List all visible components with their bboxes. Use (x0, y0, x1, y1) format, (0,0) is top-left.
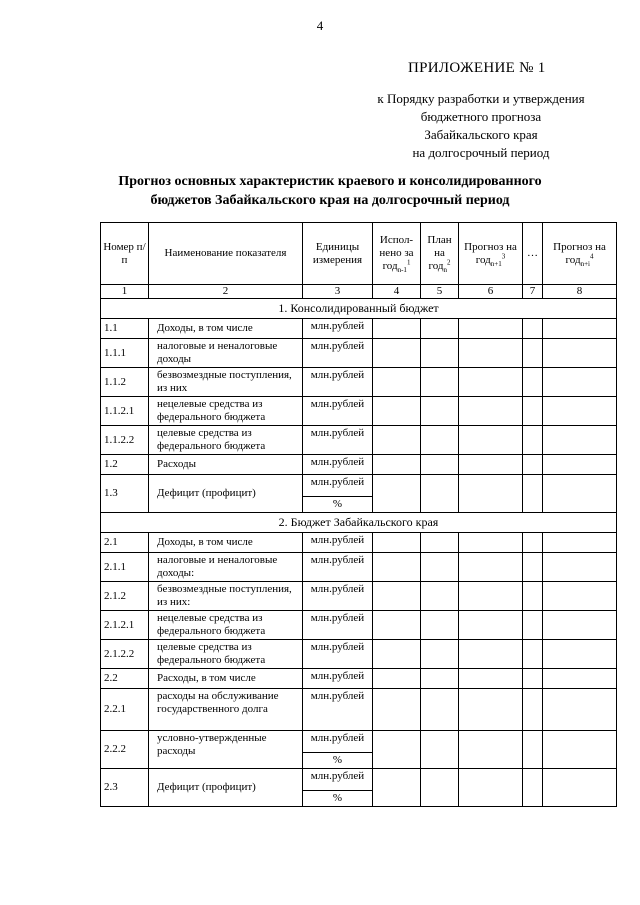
row-unit: млн.рублей (303, 397, 373, 426)
table-row (101, 368, 617, 397)
header-forecast-next (459, 223, 523, 285)
value-cell (373, 533, 421, 553)
value-cell (373, 731, 421, 769)
value-cell (459, 611, 523, 640)
table-row (101, 397, 617, 426)
row-indicator-name: Дефицит (профицит) (149, 769, 303, 807)
row-number: 2.2.2 (101, 731, 149, 769)
value-cell (421, 455, 459, 475)
table-row (101, 640, 617, 669)
value-cell (543, 475, 617, 513)
value-cell (523, 339, 543, 368)
column-number: 5 (421, 285, 459, 299)
table-row (101, 769, 617, 791)
column-number: 2 (149, 285, 303, 299)
header-ellipsis: … (523, 223, 543, 285)
row-number: 2.2.1 (101, 689, 149, 731)
row-indicator-name: Расходы (149, 455, 303, 475)
header-forecast-next-sup: 3 (501, 251, 506, 260)
header-executed (373, 223, 421, 285)
row-indicator-name: условно-утвержденные расходы (149, 731, 303, 769)
row-unit: млн.рублей (303, 669, 373, 689)
value-cell (373, 455, 421, 475)
value-cell (459, 368, 523, 397)
value-cell (523, 731, 543, 769)
row-number: 2.2 (101, 669, 149, 689)
value-cell (421, 339, 459, 368)
value-cell (543, 611, 617, 640)
header-row (101, 223, 617, 285)
header-forecast-next-sub: n+1 (490, 259, 502, 268)
value-cell (543, 553, 617, 582)
value-cell (543, 455, 617, 475)
value-cell (459, 769, 523, 807)
table-row (101, 533, 617, 553)
value-cell (543, 731, 617, 769)
row-unit: млн.рублей (303, 731, 373, 753)
value-cell (543, 582, 617, 611)
row-number: 1.2 (101, 455, 149, 475)
value-cell (421, 533, 459, 553)
row-unit: млн.рублей (303, 689, 373, 731)
column-number: 7 (523, 285, 543, 299)
value-cell (373, 426, 421, 455)
column-number: 6 (459, 285, 523, 299)
row-number: 1.1 (101, 319, 149, 339)
row-unit: млн.рублей (303, 455, 373, 475)
value-cell (373, 319, 421, 339)
row-unit-percent: % (303, 497, 373, 513)
order-reference (348, 90, 614, 162)
value-cell (421, 731, 459, 769)
header-forecast-i-sup: 4 (589, 251, 594, 260)
row-unit: млн.рублей (303, 582, 373, 611)
value-cell (459, 397, 523, 426)
order-line: бюджетного прогноза (420, 109, 542, 124)
value-cell (373, 669, 421, 689)
row-indicator-name: безвозмездные поступления, из них: (149, 582, 303, 611)
section-row (101, 299, 617, 319)
value-cell (543, 689, 617, 731)
value-cell (373, 368, 421, 397)
row-unit: млн.рублей (303, 475, 373, 497)
row-indicator-name: Доходы, в том числе (149, 319, 303, 339)
row-number: 1.1.2 (101, 368, 149, 397)
value-cell (459, 533, 523, 553)
row-number: 2.1.2.2 (101, 640, 149, 669)
value-cell (373, 339, 421, 368)
table-row (101, 731, 617, 753)
value-cell (543, 533, 617, 553)
section-title: 2. Бюджет Забайкальского края (101, 513, 617, 533)
document-title-line: бюджетов Забайкальского края на долгосрочный период (150, 193, 510, 208)
value-cell (421, 769, 459, 807)
value-cell (543, 669, 617, 689)
value-cell (421, 582, 459, 611)
value-cell (543, 640, 617, 669)
value-cell (373, 553, 421, 582)
value-cell (421, 553, 459, 582)
value-cell (421, 368, 459, 397)
order-line: Забайкальского края (424, 127, 538, 142)
row-indicator-name: налоговые и неналоговые доходы (149, 339, 303, 368)
value-cell (459, 689, 523, 731)
section-title: 1. Консолидированный бюджет (101, 299, 617, 319)
row-indicator-name: налоговые и неналоговые доходы: (149, 553, 303, 582)
header-executed-sup: 1 (406, 258, 411, 267)
row-indicator-name: Расходы, в том числе (149, 669, 303, 689)
header-plan (421, 223, 459, 285)
value-cell (373, 611, 421, 640)
value-cell (421, 611, 459, 640)
header-executed-sub: n-1 (397, 266, 407, 275)
value-cell (523, 640, 543, 669)
row-indicator-name: целевые средства из федерального бюджета (149, 426, 303, 455)
column-number: 3 (303, 285, 373, 299)
row-unit: млн.рублей (303, 426, 373, 455)
value-cell (543, 368, 617, 397)
header-forecast-i-label: Прогноз на год (553, 240, 606, 266)
table-row (101, 553, 617, 582)
value-cell (421, 669, 459, 689)
value-cell (459, 553, 523, 582)
row-number: 2.1.2 (101, 582, 149, 611)
row-unit: млн.рублей (303, 319, 373, 339)
column-number: 4 (373, 285, 421, 299)
value-cell (373, 475, 421, 513)
value-cell (523, 611, 543, 640)
value-cell (459, 582, 523, 611)
header-executed-label: Испол-нено за год (379, 234, 414, 272)
value-cell (421, 319, 459, 339)
value-cell (459, 669, 523, 689)
header-forecast-i (543, 223, 617, 285)
value-cell (421, 397, 459, 426)
value-cell (523, 689, 543, 731)
value-cell (421, 640, 459, 669)
value-cell (373, 582, 421, 611)
row-unit: млн.рублей (303, 533, 373, 553)
row-indicator-name: расходы на обслуживание государственного долга (149, 689, 303, 731)
table-row (101, 582, 617, 611)
header-name: Наименование показателя (149, 223, 303, 285)
value-cell (421, 475, 459, 513)
header-plan-sup: 2 (447, 258, 451, 267)
value-cell (523, 319, 543, 339)
value-cell (523, 669, 543, 689)
table-row (101, 319, 617, 339)
column-number: 8 (543, 285, 617, 299)
table-row (101, 339, 617, 368)
row-indicator-name: Дефицит (профицит) (149, 475, 303, 513)
value-cell (459, 319, 523, 339)
row-unit-percent: % (303, 753, 373, 769)
row-number: 2.1.2.1 (101, 611, 149, 640)
table-row (101, 611, 617, 640)
value-cell (373, 689, 421, 731)
document-title-line: Прогноз основных характеристик краевого и консолидированного (118, 174, 542, 189)
row-number: 2.3 (101, 769, 149, 807)
row-unit: млн.рублей (303, 611, 373, 640)
row-unit: млн.рублей (303, 640, 373, 669)
value-cell (459, 339, 523, 368)
row-number: 1.1.2.2 (101, 426, 149, 455)
header-plan-label: План на год (427, 234, 452, 272)
row-number: 1.1.2.1 (101, 397, 149, 426)
value-cell (459, 455, 523, 475)
document-title (60, 172, 600, 210)
header-plan-sub: n (443, 266, 448, 275)
table-row (101, 475, 617, 497)
value-cell (459, 731, 523, 769)
row-number: 1.1.1 (101, 339, 149, 368)
value-cell (373, 397, 421, 426)
appendix-title: ПРИЛОЖЕНИЕ № 1 (408, 60, 546, 76)
row-indicator-name: целевые средства из федерального бюджета (149, 640, 303, 669)
value-cell (523, 553, 543, 582)
value-cell (543, 339, 617, 368)
value-cell (523, 475, 543, 513)
column-number-row (101, 285, 617, 299)
value-cell (543, 769, 617, 807)
value-cell (523, 426, 543, 455)
value-cell (523, 455, 543, 475)
header-forecast-next-label: Прогноз на год (464, 240, 517, 266)
row-indicator-name: безвозмездные поступления, из них (149, 368, 303, 397)
header-unit: Единицы измерения (303, 223, 373, 285)
value-cell (421, 426, 459, 455)
header-num: Номер п/п (101, 223, 149, 285)
header-forecast-i-sub: n+i (580, 259, 590, 268)
table-row (101, 455, 617, 475)
value-cell (459, 475, 523, 513)
value-cell (421, 689, 459, 731)
forecast-table (100, 222, 617, 807)
value-cell (523, 533, 543, 553)
row-indicator-name: нецелевые средства из федерального бюджета (149, 397, 303, 426)
table-row (101, 426, 617, 455)
value-cell (543, 426, 617, 455)
order-line: к Порядку разработки и утверждения (377, 91, 585, 106)
row-unit-percent: % (303, 791, 373, 807)
value-cell (523, 769, 543, 807)
row-unit: млн.рублей (303, 368, 373, 397)
section-row (101, 513, 617, 533)
table-row (101, 689, 617, 731)
value-cell (459, 426, 523, 455)
value-cell (543, 397, 617, 426)
row-unit: млн.рублей (303, 553, 373, 582)
value-cell (373, 769, 421, 807)
value-cell (523, 397, 543, 426)
value-cell (459, 640, 523, 669)
row-unit: млн.рублей (303, 339, 373, 368)
row-number: 1.3 (101, 475, 149, 513)
value-cell (373, 640, 421, 669)
row-number: 2.1 (101, 533, 149, 553)
order-line: на долгосрочный период (412, 145, 550, 160)
row-unit: млн.рублей (303, 769, 373, 791)
column-number: 1 (101, 285, 149, 299)
row-indicator-name: Доходы, в том числе (149, 533, 303, 553)
value-cell (543, 319, 617, 339)
row-indicator-name: нецелевые средства из федерального бюджета (149, 611, 303, 640)
row-number: 2.1.1 (101, 553, 149, 582)
page-number: 4 (316, 18, 324, 33)
value-cell (523, 368, 543, 397)
table-row (101, 669, 617, 689)
value-cell (523, 582, 543, 611)
